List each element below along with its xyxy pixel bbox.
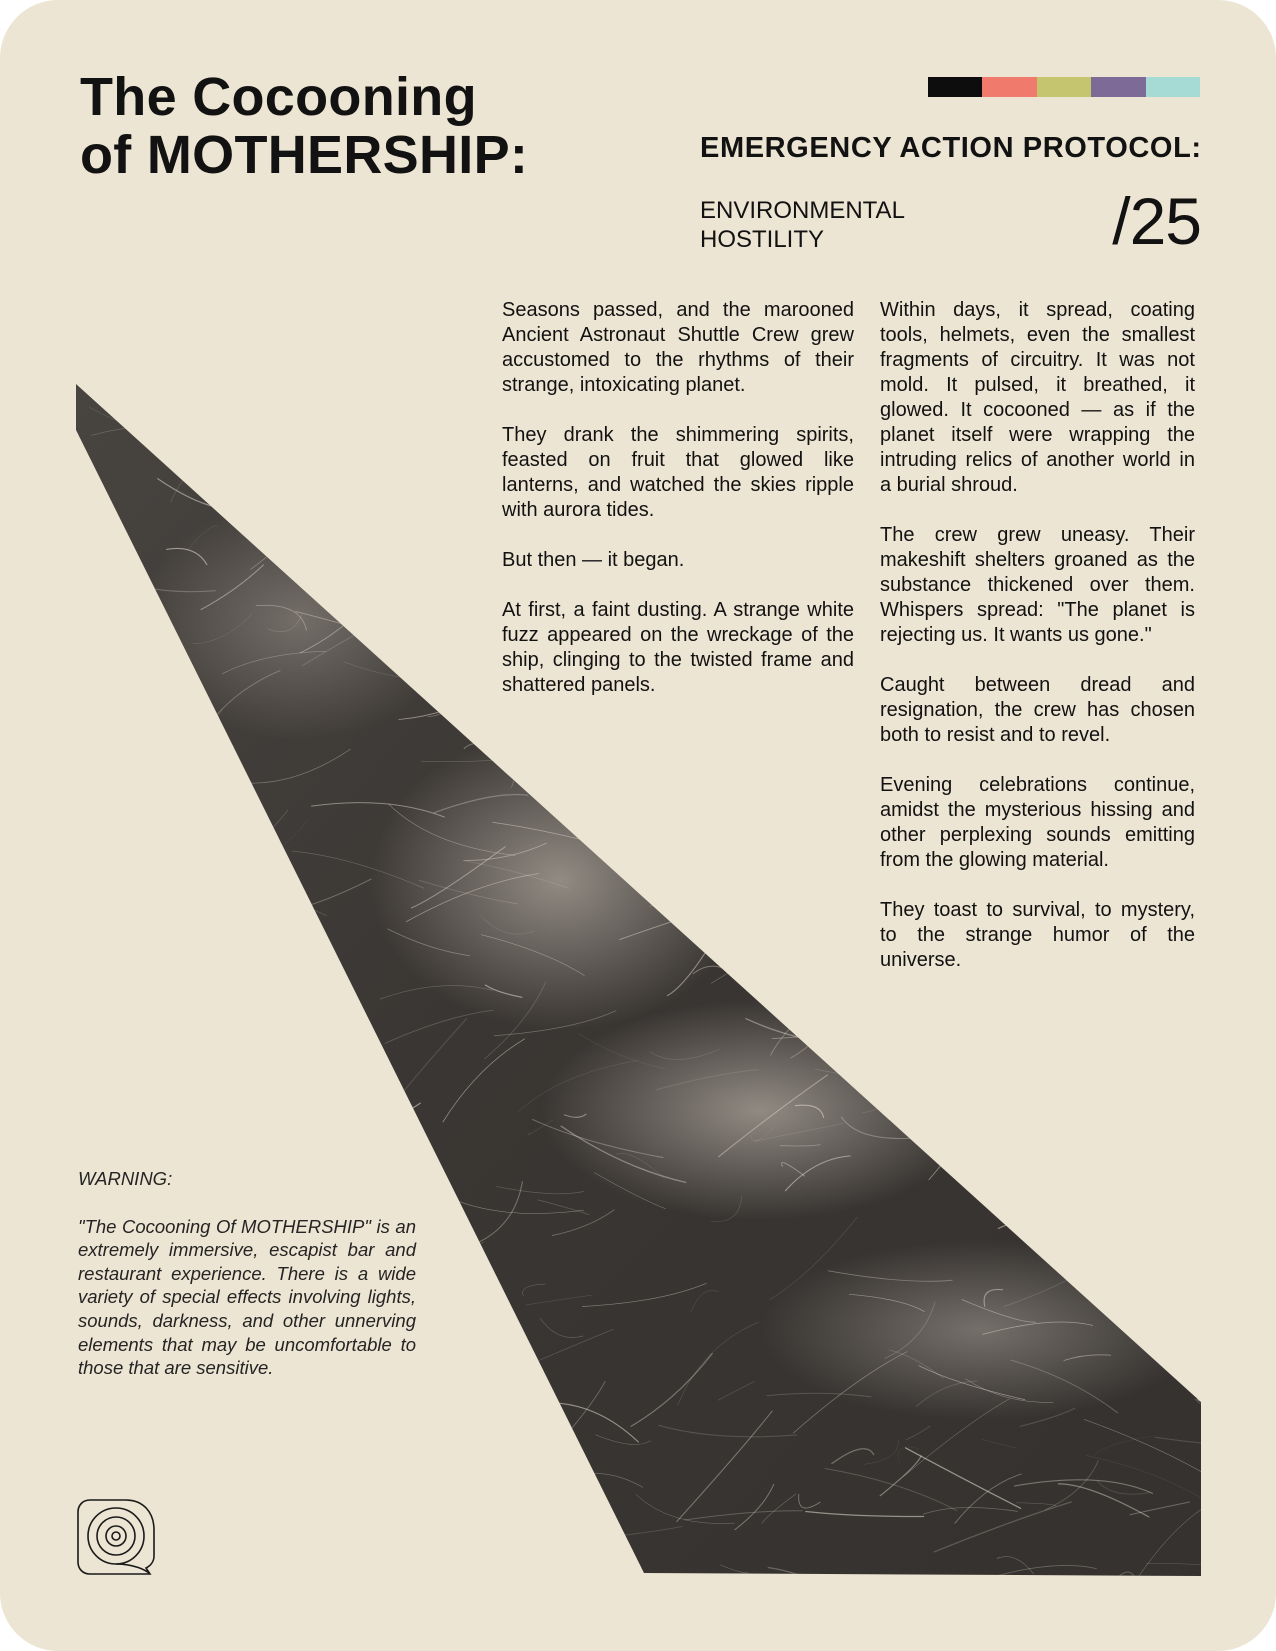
texture-strand [364,1445,423,1455]
story-paragraph: The crew grew uneasy. Their makeshift shelters groaned as the substance thickened over them. Whispers spread: "The planet is rejecting us. It wants us gone." [880,524,1195,646]
texture-strand [166,1122,236,1141]
texture-strand [1168,1034,1263,1052]
texture-strand [1109,1128,1222,1204]
texture-strand [171,353,226,364]
color-swatch [928,77,982,97]
texture-strand [1038,1115,1072,1124]
texture-strand [1197,1400,1276,1451]
texture-strand [193,1036,277,1118]
texture-strand [629,828,668,836]
texture-strand [186,709,222,754]
texture-strand [768,1568,896,1628]
texture-strand [124,414,156,420]
page-title [80,68,528,184]
texture-strand [373,373,494,412]
texture-strand [929,1091,1000,1180]
texture-strand [124,843,150,853]
texture-strand [208,1489,315,1501]
texture-strand [356,1103,421,1119]
texture-strand [228,1471,300,1476]
texture-strand [1159,1345,1180,1364]
texture-strand [84,764,177,791]
texture-strand [79,1440,214,1504]
protocol-heading: EMERGENCY ACTION PROTOCOL: [700,132,1202,164]
texture-strand [172,1476,263,1516]
texture-strand [245,1010,325,1078]
texture-strand [1124,1260,1226,1288]
texture-strand [394,1476,439,1512]
texture-strand [169,936,203,949]
color-bar [928,77,1200,97]
texture-strand [206,418,226,430]
texture-strand [1181,437,1276,460]
texture-strand [1131,1197,1234,1211]
texture-strand [1201,937,1256,947]
texture-strand [101,838,144,874]
texture-strand [401,342,455,360]
texture-strand [369,629,416,637]
texture-strand [113,1106,162,1114]
texture-strand [1004,1027,1137,1041]
texture-strand [720,770,751,807]
protocol-subheading [700,196,905,254]
texture-strand [474,1493,598,1513]
texture-strand [269,1146,287,1159]
texture-strand [60,1460,107,1493]
texture-strand [936,1022,1045,1028]
story-column-1 [502,298,854,723]
texture-strand [294,389,333,400]
color-swatch [1091,77,1145,97]
texture-strand [179,814,226,823]
texture-strand [94,1068,137,1094]
texture-strand [91,1055,171,1062]
texture-strand [273,1420,297,1433]
texture-strand [215,746,233,760]
texture-strand [1213,880,1276,900]
texture-strand [215,1013,354,1033]
texture-strand [694,826,786,858]
color-swatch [982,77,1036,97]
story-paragraph: But then — it began. [502,549,685,571]
texture-strand [953,1052,1072,1089]
texture-strand [660,787,732,832]
texture-strand [196,1093,222,1119]
texture-strand [148,307,232,362]
story-paragraph: They drank the shimmering spirits, feasted on fruit that glowed like lanterns, and watched the skies ripple with aurora tides. [502,424,854,521]
texture-strand [1210,1238,1272,1310]
texture-strand [296,502,426,569]
texture-strand [899,1022,950,1033]
texture-strand [101,914,239,919]
texture-strand [1189,751,1276,799]
texture-strand [702,742,743,757]
texture-strand [1207,1402,1231,1403]
story-paragraph: Evening celebrations continue, amidst the mysterious hissing and other perplexing sounds emitting from the glowing material. [880,774,1195,871]
texture-strand [67,553,93,566]
color-swatch [1146,77,1200,97]
texture-strand [650,862,696,906]
subheading-line-1: ENVIRONMENTAL [700,197,905,224]
story-paragraph: At first, a faint dusting. A strange white fuzz appeared on the wreckage of the ship, clinging to the twisted frame and shattered panels. [502,599,854,696]
color-swatch [1037,77,1091,97]
texture-strand [115,1058,232,1091]
texture-strand [378,1437,474,1463]
texture-strand [476,1557,583,1603]
texture-strand [398,424,444,458]
texture-strand [1192,804,1248,867]
texture-strand [117,1408,225,1429]
texture-strand [1095,998,1226,1012]
texture-strand [672,1574,768,1582]
texture-strand [983,1072,1035,1112]
warning-notice [78,1167,416,1380]
texture-strand [316,1541,443,1585]
texture-strand [138,1091,196,1141]
texture-strand [1216,565,1276,631]
texture-strand [512,740,566,788]
texture-strand [313,570,448,621]
texture-strand [582,798,703,809]
texture-strand [1035,1166,1052,1181]
texture-strand [222,1423,265,1436]
texture-strand [1182,606,1276,718]
texture-strand [638,879,665,887]
texture-strand [682,890,815,905]
texture-strand [374,1523,519,1532]
story-paragraph: Seasons passed, and the marooned Ancient Astronaut Shuttle Crew grew accustomed to the rhythms of their strange, intoxicating planet. [502,299,854,396]
texture-strand [1092,1183,1197,1213]
texture-strand [137,351,202,391]
texture-strand [1210,995,1276,1047]
protocol-number: /25 [1112,184,1201,258]
texture-strand [167,378,278,441]
texture-strand [181,976,203,981]
texture-strand [440,1503,499,1528]
texture-strand [337,1485,466,1506]
texture-strand [219,1439,350,1501]
texture-strand [1203,789,1225,796]
subheading-line-2: HOSTILITY [700,226,825,253]
story-paragraph: Within days, it spread, coating tools, helmets, even the smallest fragments of circuitry. It was not mold. It pulsed, it breathed, it glowed. It cocooned — as if the planet itself were wrapping the intruding relics of another world in a burial shroud. [880,299,1195,496]
texture-strand [121,897,215,905]
texture-strand [646,740,680,753]
texture-strand [209,882,264,948]
texture-strand [1193,531,1253,573]
texture-strand [262,396,326,421]
texture-strand [593,728,643,745]
story-paragraph: Caught between dread and resignation, the crew has chosen both to resist and to revel. [880,674,1195,746]
story-paragraph: They toast to survival, to mystery, to the strange humor of the universe. [880,899,1195,971]
texture-strand [258,456,314,457]
texture-strand [126,781,207,837]
story-column-2 [880,298,1195,998]
texture-strand [729,732,817,746]
texture-strand [749,723,873,782]
texture-strand [726,838,790,857]
texture-strand [1199,609,1250,629]
texture-strand [202,1451,321,1467]
warning-text: "The Cocooning Of MOTHERSHIP" is an extremely immersive, escapist bar and restaurant experience. There is a wide variety of special effects involving lights, sounds, darkness, and other unnerving elements that may be uncomfortable to those that are sensitive. [78,1215,416,1379]
spiral-logo-icon [76,1498,156,1576]
texture-strand [1049,1013,1070,1022]
texture-strand [897,1098,944,1125]
texture-strand [521,1499,575,1539]
warning-label: WARNING: [78,1168,173,1189]
texture-strand [1067,1002,1107,1013]
texture-strand [540,729,553,747]
texture-strand [167,1061,225,1063]
texture-strand [290,387,371,397]
texture-strand [431,1539,508,1576]
texture-strand [273,1074,367,1087]
texture-strand [335,464,455,509]
texture-strand [202,461,229,469]
texture-strand [844,1003,895,1054]
texture-strand [473,1395,526,1448]
texture-strand [109,611,138,646]
texture-strand [206,400,274,419]
title-line-1: The Cocooning [80,67,477,127]
texture-strand [100,995,177,1054]
texture-strand [284,343,310,370]
title-line-2: of MOTHERSHIP: [80,125,529,185]
texture-strand [1156,1262,1248,1266]
